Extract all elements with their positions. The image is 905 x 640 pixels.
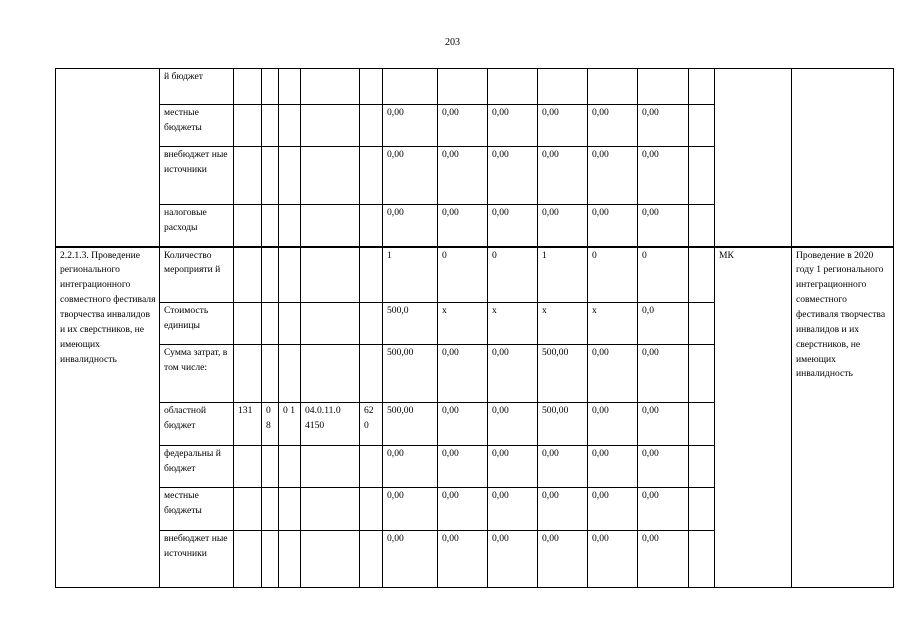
kbk-cell	[262, 247, 279, 303]
kbk-cell	[360, 205, 383, 247]
result-cell	[792, 69, 894, 247]
kbk-cell: 131	[234, 403, 262, 446]
value-cell: х	[438, 303, 488, 345]
spacer-cell	[689, 488, 715, 531]
value-cell: 0,00	[488, 345, 538, 403]
value-cell: 0,00	[438, 531, 488, 588]
value-cell	[438, 69, 488, 105]
kbk-cell	[301, 105, 360, 147]
spacer-cell	[689, 531, 715, 588]
value-cell: 500,00	[538, 345, 588, 403]
table-row	[56, 247, 894, 303]
value-cell: 0,00	[588, 488, 638, 531]
source-label-cell: внебюджет ные источники	[160, 531, 234, 588]
value-cell: 0,00	[438, 488, 488, 531]
kbk-cell	[262, 205, 279, 247]
spacer-cell	[689, 247, 715, 303]
value-cell: 0,00	[538, 531, 588, 588]
kbk-cell	[301, 488, 360, 531]
kbk-cell	[279, 69, 301, 105]
value-cell	[488, 69, 538, 105]
kbk-cell	[301, 303, 360, 345]
kbk-cell	[279, 488, 301, 531]
kbk-cell	[360, 303, 383, 345]
kbk-cell	[234, 303, 262, 345]
kbk-cell	[262, 446, 279, 488]
spacer-cell	[689, 303, 715, 345]
value-cell: 0,00	[538, 488, 588, 531]
spacer-cell	[689, 446, 715, 488]
value-cell: 500,00	[538, 403, 588, 446]
value-cell: 0	[588, 247, 638, 303]
value-cell: 0,00	[383, 147, 438, 205]
kbk-cell	[360, 69, 383, 105]
value-cell: 0,00	[383, 446, 438, 488]
value-cell: 0,00	[438, 403, 488, 446]
source-label-cell: внебюджет ные источники	[160, 147, 234, 205]
value-cell: 0	[438, 247, 488, 303]
event-code-name-cell: 2.2.1.3. Проведение регионального интеграционного совместного фестиваля творчества инвалидов и их сверстников, не имеющих инвалидность	[56, 247, 160, 588]
kbk-cell	[234, 247, 262, 303]
kbk-cell	[262, 488, 279, 531]
kbk-cell	[279, 247, 301, 303]
kbk-cell	[301, 247, 360, 303]
value-cell: 0,00	[588, 205, 638, 247]
value-cell: 0,00	[638, 403, 689, 446]
kbk-cell	[360, 247, 383, 303]
kbk-cell	[234, 205, 262, 247]
kbk-cell	[279, 303, 301, 345]
value-cell: 0	[638, 247, 689, 303]
kbk-cell	[301, 446, 360, 488]
kbk-cell	[301, 345, 360, 403]
kbk-cell	[279, 531, 301, 588]
source-label-cell: Сумма затрат, в том числе:	[160, 345, 234, 403]
kbk-cell	[234, 105, 262, 147]
kbk-cell	[262, 69, 279, 105]
value-cell: 0,00	[488, 403, 538, 446]
source-label-cell: областной бюджет	[160, 403, 234, 446]
kbk-cell: 62 0	[360, 403, 383, 446]
value-cell: 0,00	[538, 105, 588, 147]
kbk-cell	[301, 531, 360, 588]
value-cell: 0	[488, 247, 538, 303]
source-label-cell: налоговые расходы	[160, 205, 234, 247]
value-cell: 0,00	[488, 205, 538, 247]
kbk-cell	[360, 345, 383, 403]
table-row	[56, 69, 894, 105]
budget-table	[55, 68, 894, 588]
value-cell: х	[538, 303, 588, 345]
executor-cell	[715, 69, 792, 247]
spacer-cell	[689, 69, 715, 105]
value-cell: 0,00	[588, 105, 638, 147]
value-cell: х	[588, 303, 638, 345]
kbk-cell	[360, 147, 383, 205]
value-cell: 0,00	[438, 205, 488, 247]
kbk-cell	[360, 488, 383, 531]
kbk-cell	[279, 345, 301, 403]
kbk-cell	[234, 147, 262, 205]
kbk-cell	[262, 105, 279, 147]
value-cell: 0,00	[638, 345, 689, 403]
kbk-cell: 04.0.11.0 4150	[301, 403, 360, 446]
executor-cell: МК	[715, 247, 792, 588]
value-cell: 0,00	[538, 446, 588, 488]
kbk-cell	[279, 446, 301, 488]
value-cell	[588, 69, 638, 105]
spacer-cell	[689, 205, 715, 247]
kbk-cell	[360, 531, 383, 588]
value-cell: 1	[383, 247, 438, 303]
value-cell: 0,00	[383, 531, 438, 588]
spacer-cell	[689, 105, 715, 147]
source-label-cell: Стоимость единицы	[160, 303, 234, 345]
source-label-cell: местные бюджеты	[160, 488, 234, 531]
spacer-cell	[689, 345, 715, 403]
value-cell: 0,00	[438, 446, 488, 488]
value-cell: 0,00	[488, 531, 538, 588]
kbk-cell	[279, 147, 301, 205]
value-cell: 0,00	[638, 488, 689, 531]
value-cell: 0,00	[488, 446, 538, 488]
value-cell: 0,00	[438, 345, 488, 403]
kbk-cell	[234, 446, 262, 488]
kbk-cell	[234, 345, 262, 403]
kbk-cell: 0 8	[262, 403, 279, 446]
kbk-cell	[301, 205, 360, 247]
value-cell: 0,00	[588, 147, 638, 205]
kbk-cell	[301, 69, 360, 105]
source-label-cell: Количество мероприяти й	[160, 247, 234, 303]
source-label-cell: местные бюджеты	[160, 105, 234, 147]
value-cell: 0,0	[638, 303, 689, 345]
value-cell	[383, 69, 438, 105]
kbk-cell	[360, 446, 383, 488]
kbk-cell	[262, 531, 279, 588]
source-label-cell: й бюджет	[160, 69, 234, 105]
value-cell: 1	[538, 247, 588, 303]
result-cell: Проведение в 2020 году 1 регионального интеграционного совместного фестиваля творчества инвалидов и их сверстников, не имеющих инвалидность	[792, 247, 894, 588]
value-cell: 0,00	[438, 147, 488, 205]
value-cell: 0,00	[638, 147, 689, 205]
kbk-cell: 0 1	[279, 403, 301, 446]
value-cell: 500,00	[383, 345, 438, 403]
value-cell: 0,00	[588, 446, 638, 488]
spacer-cell	[689, 147, 715, 205]
value-cell: 0,00	[588, 403, 638, 446]
value-cell: 0,00	[538, 147, 588, 205]
kbk-cell	[279, 205, 301, 247]
value-cell: 0,00	[638, 531, 689, 588]
kbk-cell	[234, 69, 262, 105]
kbk-cell	[262, 147, 279, 205]
value-cell: 0,00	[438, 105, 488, 147]
spacer-cell	[689, 403, 715, 446]
source-label-cell: федеральны й бюджет	[160, 446, 234, 488]
kbk-cell	[360, 105, 383, 147]
value-cell: 0,00	[488, 488, 538, 531]
value-cell: 0,00	[488, 147, 538, 205]
value-cell: 0,00	[638, 446, 689, 488]
kbk-cell	[234, 488, 262, 531]
value-cell	[638, 69, 689, 105]
value-cell: 500,0	[383, 303, 438, 345]
value-cell: 0,00	[638, 205, 689, 247]
value-cell: 0,00	[638, 105, 689, 147]
page-number: 203	[445, 37, 460, 48]
value-cell: 0,00	[538, 205, 588, 247]
value-cell: 0,00	[383, 488, 438, 531]
kbk-cell	[279, 105, 301, 147]
value-cell: 0,00	[383, 105, 438, 147]
kbk-cell	[262, 303, 279, 345]
value-cell: 0,00	[488, 105, 538, 147]
event-name-cell-empty	[56, 69, 160, 247]
value-cell: 0,00	[383, 205, 438, 247]
kbk-cell	[301, 147, 360, 205]
value-cell: х	[488, 303, 538, 345]
kbk-cell	[262, 345, 279, 403]
value-cell: 500,00	[383, 403, 438, 446]
value-cell	[538, 69, 588, 105]
value-cell: 0,00	[588, 345, 638, 403]
kbk-cell	[234, 531, 262, 588]
value-cell: 0,00	[588, 531, 638, 588]
